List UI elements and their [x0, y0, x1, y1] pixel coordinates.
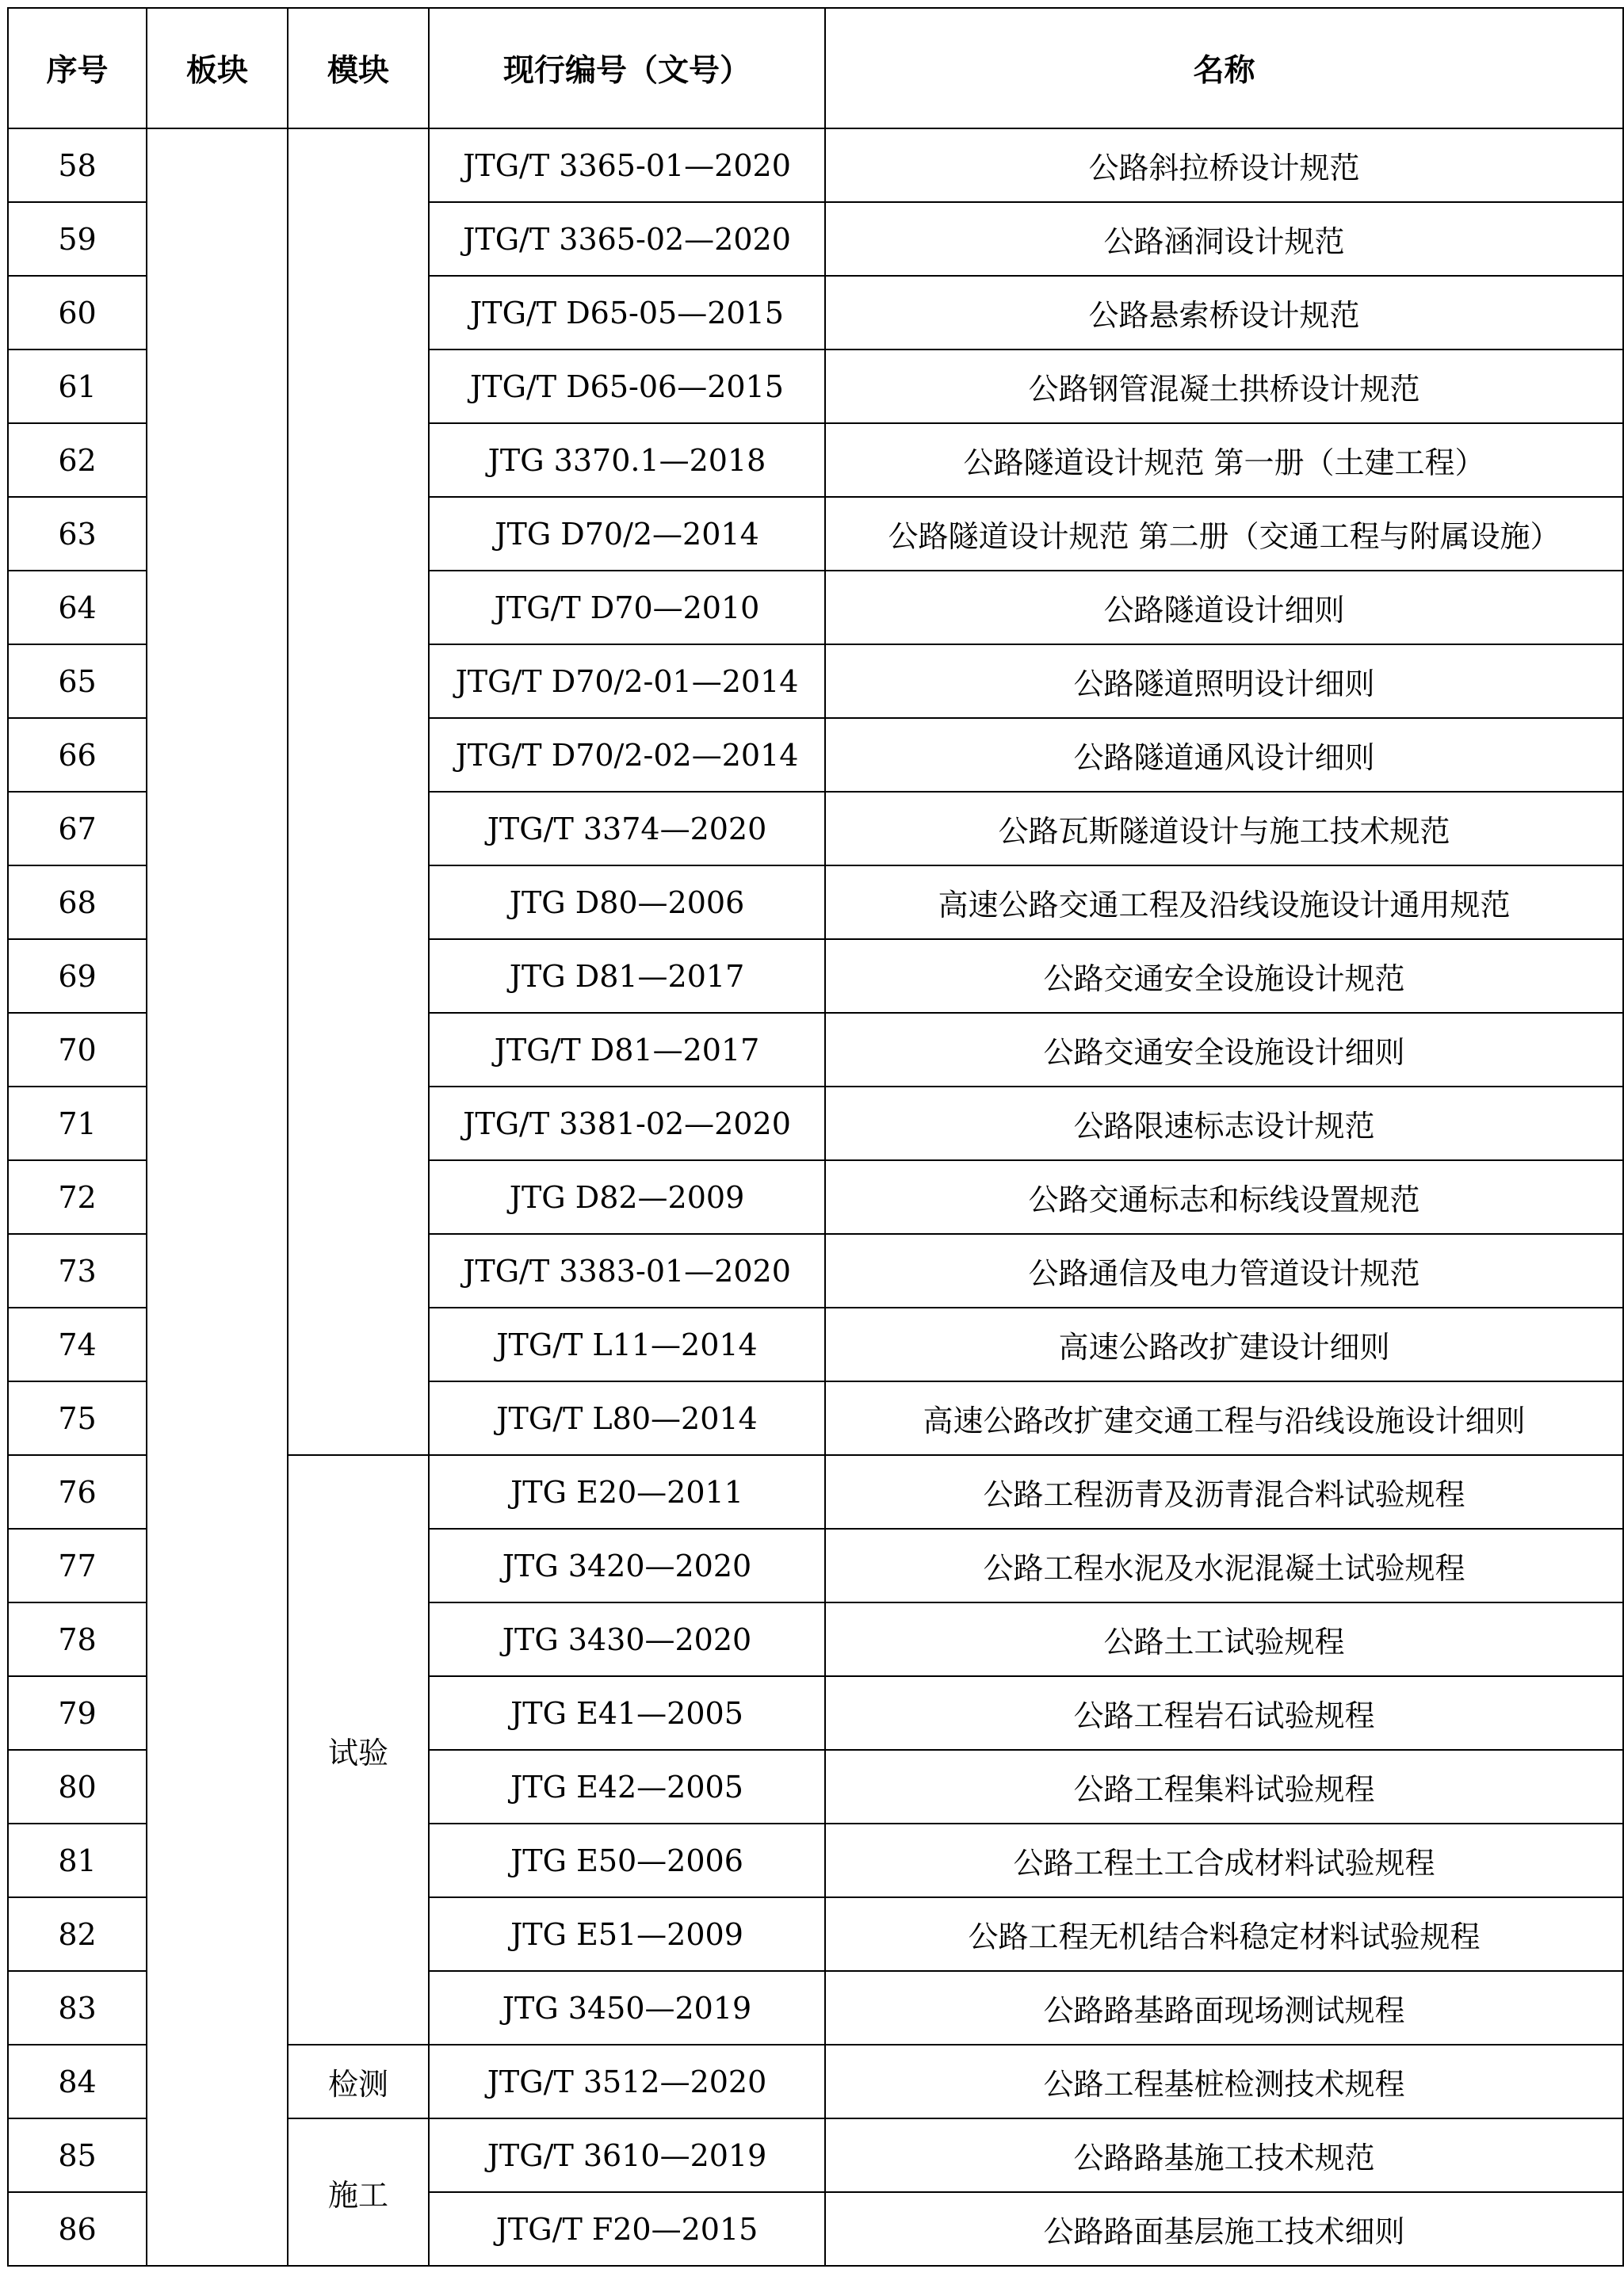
code-cell: JTG/T D70/2-01—2014 — [429, 644, 825, 718]
code-cell: JTG E42—2005 — [429, 1750, 825, 1824]
name-cell: 公路瓦斯隧道设计与施工技术规范 — [825, 792, 1623, 865]
code-cell: JTG D80—2006 — [429, 865, 825, 939]
code-cell: JTG/T L80—2014 — [429, 1381, 825, 1455]
seq-cell: 79 — [8, 1676, 147, 1750]
seq-cell: 81 — [8, 1824, 147, 1897]
seq-cell: 65 — [8, 644, 147, 718]
code-cell: JTG D82—2009 — [429, 1160, 825, 1234]
code-cell: JTG 3420—2020 — [429, 1529, 825, 1602]
module-cell-inspection: 检测 — [288, 2045, 429, 2118]
name-cell: 公路土工试验规程 — [825, 1602, 1623, 1676]
seq-cell: 83 — [8, 1971, 147, 2045]
code-cell: JTG/T 3610—2019 — [429, 2118, 825, 2192]
seq-cell: 73 — [8, 1234, 147, 1308]
seq-cell: 86 — [8, 2192, 147, 2266]
standards-table — [7, 7, 1624, 2267]
seq-cell: 68 — [8, 865, 147, 939]
code-cell: JTG/T 3381-02—2020 — [429, 1087, 825, 1160]
seq-cell: 66 — [8, 718, 147, 792]
seq-cell: 60 — [8, 276, 147, 350]
seq-cell: 84 — [8, 2045, 147, 2118]
name-cell: 公路斜拉桥设计规范 — [825, 128, 1623, 202]
seq-cell: 59 — [8, 202, 147, 276]
seq-cell: 75 — [8, 1381, 147, 1455]
code-cell: JTG E41—2005 — [429, 1676, 825, 1750]
seq-cell: 72 — [8, 1160, 147, 1234]
seq-cell: 82 — [8, 1897, 147, 1971]
name-cell: 公路路面基层施工技术细则 — [825, 2192, 1623, 2266]
code-cell: JTG E20—2011 — [429, 1455, 825, 1529]
name-cell: 公路限速标志设计规范 — [825, 1087, 1623, 1160]
name-cell: 高速公路交通工程及沿线设施设计通用规范 — [825, 865, 1623, 939]
name-cell: 公路隧道设计细则 — [825, 571, 1623, 644]
code-cell: JTG/T 3374—2020 — [429, 792, 825, 865]
code-cell: JTG/T D70—2010 — [429, 571, 825, 644]
seq-cell: 63 — [8, 497, 147, 571]
code-cell: JTG 3430—2020 — [429, 1602, 825, 1676]
name-cell: 公路工程无机结合料稳定材料试验规程 — [825, 1897, 1623, 1971]
name-cell: 公路工程土工合成材料试验规程 — [825, 1824, 1623, 1897]
header-seq: 序号 — [8, 8, 147, 128]
code-cell: JTG 3450—2019 — [429, 1971, 825, 2045]
code-cell: JTG E51—2009 — [429, 1897, 825, 1971]
seq-cell: 62 — [8, 423, 147, 497]
seq-cell: 70 — [8, 1013, 147, 1087]
seq-cell: 64 — [8, 571, 147, 644]
code-cell: JTG/T D65-05—2015 — [429, 276, 825, 350]
table-row — [8, 128, 1623, 202]
code-cell: JTG/T D70/2-02—2014 — [429, 718, 825, 792]
code-cell: JTG 3370.1—2018 — [429, 423, 825, 497]
seq-cell: 58 — [8, 128, 147, 202]
seq-cell: 69 — [8, 939, 147, 1013]
seq-cell: 67 — [8, 792, 147, 865]
name-cell: 高速公路改扩建设计细则 — [825, 1308, 1623, 1381]
name-cell: 公路隧道照明设计细则 — [825, 644, 1623, 718]
name-cell: 公路悬索桥设计规范 — [825, 276, 1623, 350]
seq-cell: 71 — [8, 1087, 147, 1160]
name-cell: 高速公路改扩建交通工程与沿线设施设计细则 — [825, 1381, 1623, 1455]
name-cell: 公路通信及电力管道设计规范 — [825, 1234, 1623, 1308]
name-cell: 公路钢管混凝土拱桥设计规范 — [825, 350, 1623, 423]
code-cell: JTG/T 3512—2020 — [429, 2045, 825, 2118]
code-cell: JTG/T 3383-01—2020 — [429, 1234, 825, 1308]
seq-cell: 80 — [8, 1750, 147, 1824]
name-cell: 公路隧道通风设计细则 — [825, 718, 1623, 792]
code-cell: JTG E50—2006 — [429, 1824, 825, 1897]
name-cell: 公路工程基桩检测技术规程 — [825, 2045, 1623, 2118]
seq-cell: 61 — [8, 350, 147, 423]
name-cell: 公路涵洞设计规范 — [825, 202, 1623, 276]
name-cell: 公路工程沥青及沥青混合料试验规程 — [825, 1455, 1623, 1529]
seq-cell: 77 — [8, 1529, 147, 1602]
header-module: 模块 — [288, 8, 429, 128]
name-cell: 公路工程集料试验规程 — [825, 1750, 1623, 1824]
code-cell: JTG/T D65-06—2015 — [429, 350, 825, 423]
module-cell-testing: 试验 — [288, 1455, 429, 2045]
seq-cell: 74 — [8, 1308, 147, 1381]
code-cell: JTG/T D81—2017 — [429, 1013, 825, 1087]
name-cell: 公路隧道设计规范 第一册（土建工程） — [825, 423, 1623, 497]
name-cell: 公路工程水泥及水泥混凝土试验规程 — [825, 1529, 1623, 1602]
module-cell-construction: 施工 — [288, 2118, 429, 2266]
name-cell: 公路路基路面现场测试规程 — [825, 1971, 1623, 2045]
header-name: 名称 — [825, 8, 1623, 128]
seq-cell: 78 — [8, 1602, 147, 1676]
code-cell: JTG/T F20—2015 — [429, 2192, 825, 2266]
seq-cell: 76 — [8, 1455, 147, 1529]
header-code: 现行编号（文号） — [429, 8, 825, 128]
name-cell: 公路交通安全设施设计规范 — [825, 939, 1623, 1013]
name-cell: 公路路基施工技术规范 — [825, 2118, 1623, 2192]
module-cell-design — [288, 128, 429, 1455]
name-cell: 公路交通标志和标线设置规范 — [825, 1160, 1623, 1234]
code-cell: JTG/T L11—2014 — [429, 1308, 825, 1381]
code-cell: JTG D70/2—2014 — [429, 497, 825, 571]
header-section: 板块 — [147, 8, 288, 128]
header-row — [8, 8, 1623, 128]
code-cell: JTG D81—2017 — [429, 939, 825, 1013]
code-cell: JTG/T 3365-01—2020 — [429, 128, 825, 202]
section-cell — [147, 128, 288, 2266]
name-cell: 公路工程岩石试验规程 — [825, 1676, 1623, 1750]
seq-cell: 85 — [8, 2118, 147, 2192]
name-cell: 公路交通安全设施设计细则 — [825, 1013, 1623, 1087]
code-cell: JTG/T 3365-02—2020 — [429, 202, 825, 276]
name-cell: 公路隧道设计规范 第二册（交通工程与附属设施） — [825, 497, 1623, 571]
